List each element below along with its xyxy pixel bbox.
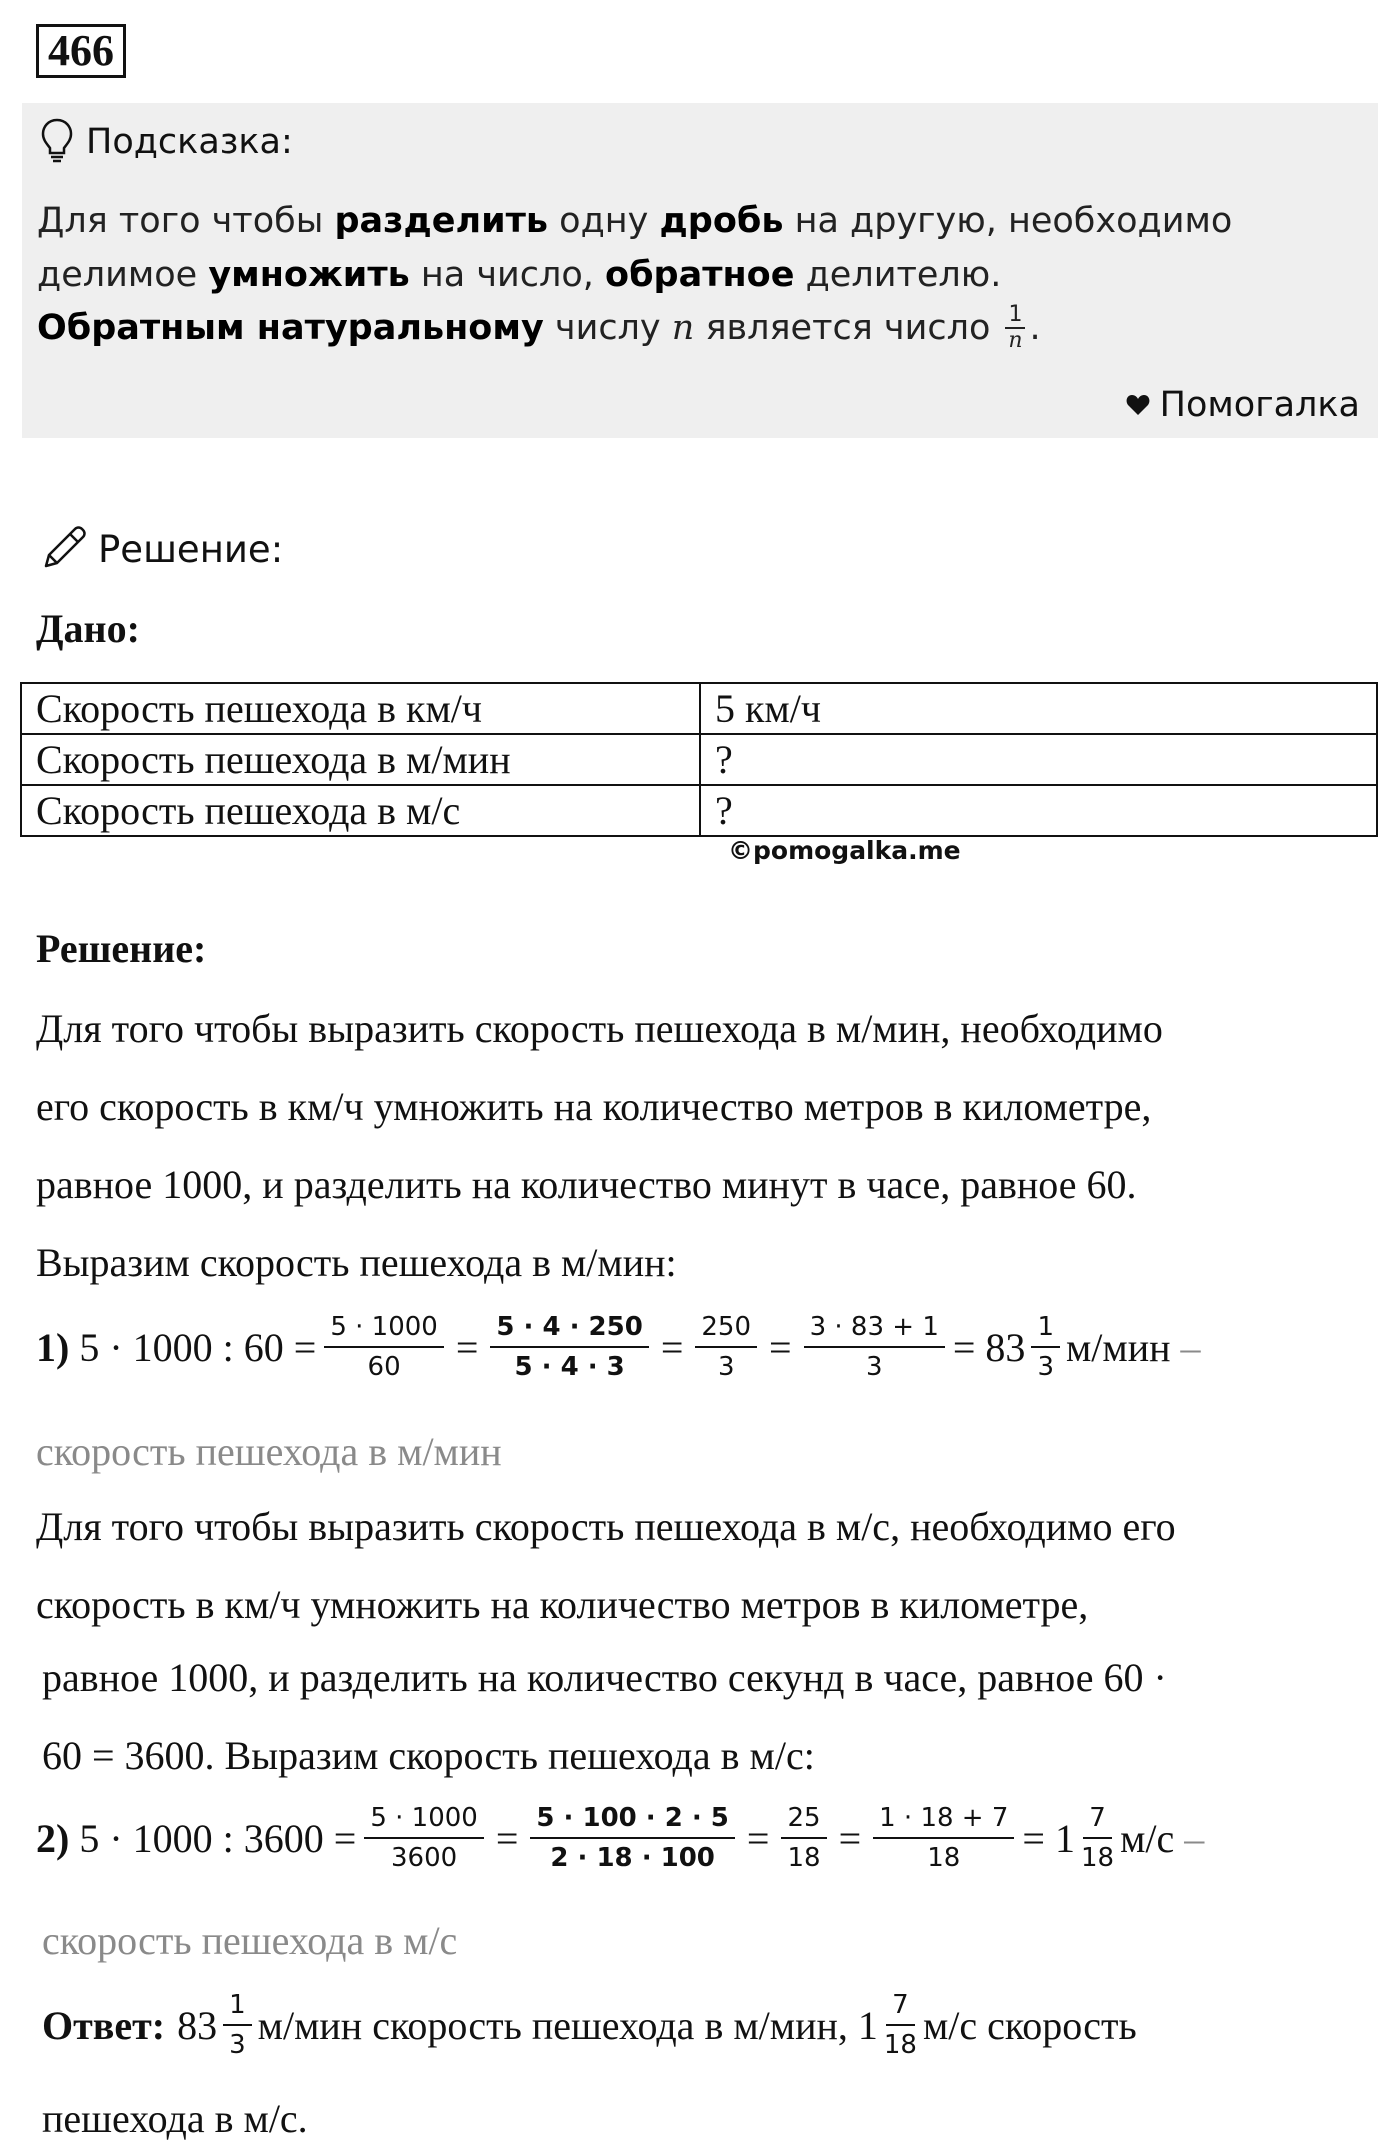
equation-tail: скорость пешехода в м/с [42, 1918, 458, 1963]
given-label: Дано: [36, 606, 140, 651]
fraction: $\frac{3 \cdot 83 + 1}{3}$ [804, 1310, 945, 1384]
equation-step-2: 2) 5 · 1000 : 3600 = $\frac{5 \cdot 1000}{3600}$ = $\frac{5 \cdot 100 \cdot 2 \cdot 5}{2 \cdot 18 \cdot 100}$ = $\frac{25}{18}$ = $\frac{1 \cdot 18 + 7}{18}$ = 1 $\frac{7}{18}$ м/с – [36, 1803, 1205, 1873]
table-cell: ? [700, 734, 1377, 785]
table-cell: ? [700, 785, 1377, 836]
solution-label: Решение: [36, 926, 207, 971]
table-row [21, 683, 1377, 734]
solution-header-text: Решение: [98, 528, 284, 571]
table-cell: Скорость пешехода в км/ч [21, 683, 700, 734]
paragraph-line: Для того чтобы выразить скорость пешехода в м/мин, необходимо [36, 1006, 1163, 1051]
heart-icon [1126, 385, 1150, 425]
brand [1126, 385, 1360, 425]
table-row [21, 734, 1377, 785]
table-row [21, 785, 1377, 836]
table-cell: Скорость пешехода в м/с [21, 785, 700, 836]
fraction: $\frac{7}{18}$ [883, 1990, 917, 2060]
solution-header [40, 522, 283, 577]
answer-line: Ответ: 83 $\frac{1}{3}$ м/мин скорость пешехода в м/мин, 1 $\frac{7}{18}$ м/с скорость [42, 1990, 1137, 2060]
fraction: $\frac{5 \cdot 100 \cdot 2 \cdot 5}{2 \cdot 18 \cdot 100}$ [530, 1801, 735, 1875]
watermark: ©pomogalka.me [728, 836, 961, 865]
brand-name: Помогалка [1159, 385, 1360, 425]
fraction: $\frac{250}{3}$ [695, 1310, 757, 1384]
table-cell: 5 км/ч [700, 683, 1377, 734]
hint-fraction: $\frac{1}{n}$ [1005, 303, 1025, 353]
fraction: $\frac{5 \cdot 1000}{3600}$ [364, 1801, 484, 1875]
paragraph-line: равное 1000, и разделить на количество секунд в часе, равное 60 · [42, 1655, 1167, 1700]
paragraph-line: Выразим скорость пешехода в м/мин: [36, 1240, 677, 1285]
paragraph-line: равное 1000, и разделить на количество минут в часе, равное 60. [36, 1162, 1137, 1207]
hint-line-1: Для того чтобы разделить одну дробь на другую, необходимо [37, 201, 1233, 241]
hint-title-row [40, 117, 293, 167]
fraction: $\frac{1}{3}$ [1031, 1310, 1060, 1384]
paragraph-line: скорость в км/ч умножить на количество метров в километре, [36, 1582, 1089, 1627]
fraction: $\frac{5 \cdot 4 \cdot 250}{5 \cdot 4 \cdot 3}$ [490, 1310, 648, 1384]
fraction: $\frac{7}{18}$ [1080, 1803, 1115, 1873]
fraction: $\frac{1}{3}$ [223, 1988, 252, 2062]
paragraph-line: 60 = 3600. Выразим скорость пешехода в м/с: [42, 1733, 815, 1778]
hint-title: Подсказка: [86, 122, 293, 162]
equation-tail: скорость пешехода в м/мин [36, 1429, 502, 1474]
paragraph-line: Для того чтобы выразить скорость пешехода в м/с, необходимо его [36, 1504, 1176, 1549]
hint-box [22, 103, 1378, 438]
hint-line-3: Обратным натуральному числу n является число $\frac{1}{n}$ . [37, 302, 1041, 353]
given-table [20, 682, 1378, 837]
answer-line-2: пешехода в м/с. [42, 2096, 308, 2141]
lightbulb-icon [40, 117, 74, 168]
table-cell: Скорость пешехода в м/мин [21, 734, 700, 785]
fraction: $\frac{5 \cdot 1000}{60}$ [324, 1310, 444, 1384]
fraction: $\frac{1 \cdot 18 + 7}{18}$ [873, 1801, 1014, 1875]
task-number: 466 [36, 24, 126, 78]
equation-step-1: 1) 5 · 1000 : 60 = $\frac{5 \cdot 1000}{60}$ = $\frac{5 \cdot 4 \cdot 250}{5 \cdot 4 \cdot 3}$ = $\frac{250}{3}$ = $\frac{3 \cdot 83 + 1}{3}$ = 83 $\frac{1}{3}$ м/мин – [36, 1312, 1201, 1382]
pencil-icon [40, 522, 90, 577]
fraction: $\frac{25}{18}$ [781, 1801, 826, 1875]
hint-line-2: делимое умножить на число, обратное делителю. [37, 255, 1002, 295]
paragraph-line: его скорость в км/ч умножить на количество метров в километре, [36, 1084, 1152, 1129]
